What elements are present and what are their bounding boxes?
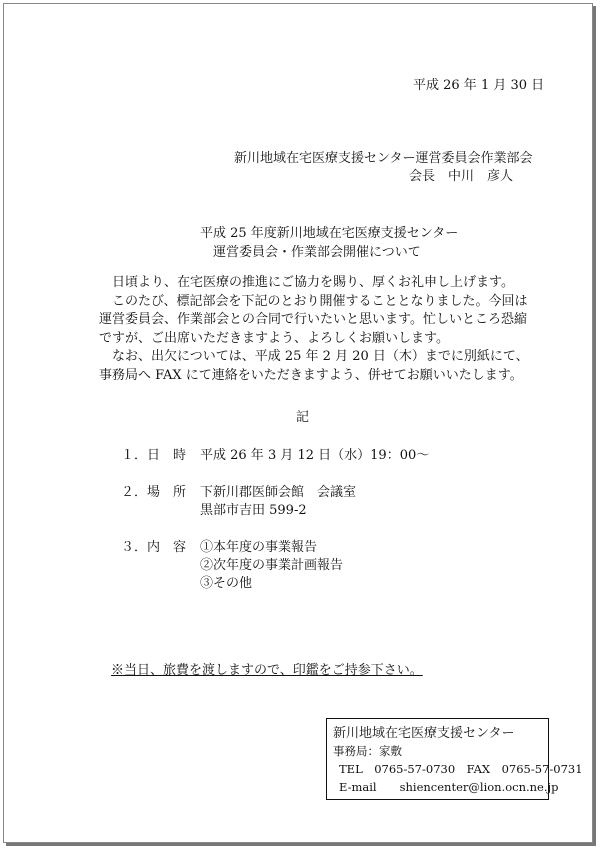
contact-box <box>326 718 583 800</box>
item-date-label: １．日 時 <box>121 448 187 463</box>
sender-organization: 新川地域在宅医療支援センター運営委員会作業部会 <box>234 151 533 166</box>
item-content-value-3: ③その他 <box>200 576 253 591</box>
item-place-value: 下新川郡医師会館 会議室 <box>200 485 357 500</box>
body-paragraph: なお、出欠については、平成 25 年 2 月 20 日（木）までに別紙にて、事務局へ FAX にて連絡をいただきますよう、併せてお願いいたします。 <box>99 349 529 383</box>
item-content-value-1: ①本年度の事業報告 <box>200 540 318 555</box>
document-title-line2: 運営委員会・作業部会開催について <box>213 245 421 260</box>
item-content-value-2: ②次年度の事業計画報告 <box>200 558 344 573</box>
contact-name: 新川地域在宅医療支援センター <box>333 726 515 741</box>
item-content-label: ３．内 容 <box>121 540 187 555</box>
sender-chair: 会長 中川 彦人 <box>409 169 514 184</box>
contact-office: 事務局：家敷 <box>333 744 402 758</box>
document-date: 平成 26 年 1 月 30 日 <box>413 78 545 93</box>
document-page <box>3 3 593 843</box>
document-title-line1: 平成 25 年度新川地域在宅医療支援センター <box>200 226 459 241</box>
note-text: ※当日、旅費を渡しますので、印鑑をご持参下さい。 <box>111 663 423 678</box>
contact-tel-fax: TEL 0765-57-0730 FAX 0765-57-0731 <box>339 762 583 776</box>
body-text <box>99 274 539 385</box>
body-paragraph: 日頃より、在宅医療の推進にご協力を賜り、厚くお礼申し上げます。 <box>112 275 514 290</box>
item-date-value: 平成 26 年 3 月 12 日（水）19：00～ <box>200 448 430 463</box>
body-paragraph: このたび、標記部会を下記のとおり開催することとなりました。今回は運営委員会、作業部会との合同で行いたいと思います。忙しいところ恐縮ですが、ご出席いただきますよう、よろしくお願いします。 <box>99 293 528 346</box>
item-place-address: 黒部市吉田 599-2 <box>200 503 307 518</box>
ki-heading: 記 <box>296 410 310 425</box>
contact-email: E-mail shiencenter@lion.ocn.ne.jp <box>339 780 559 794</box>
item-place-label: ２．場 所 <box>121 485 187 500</box>
